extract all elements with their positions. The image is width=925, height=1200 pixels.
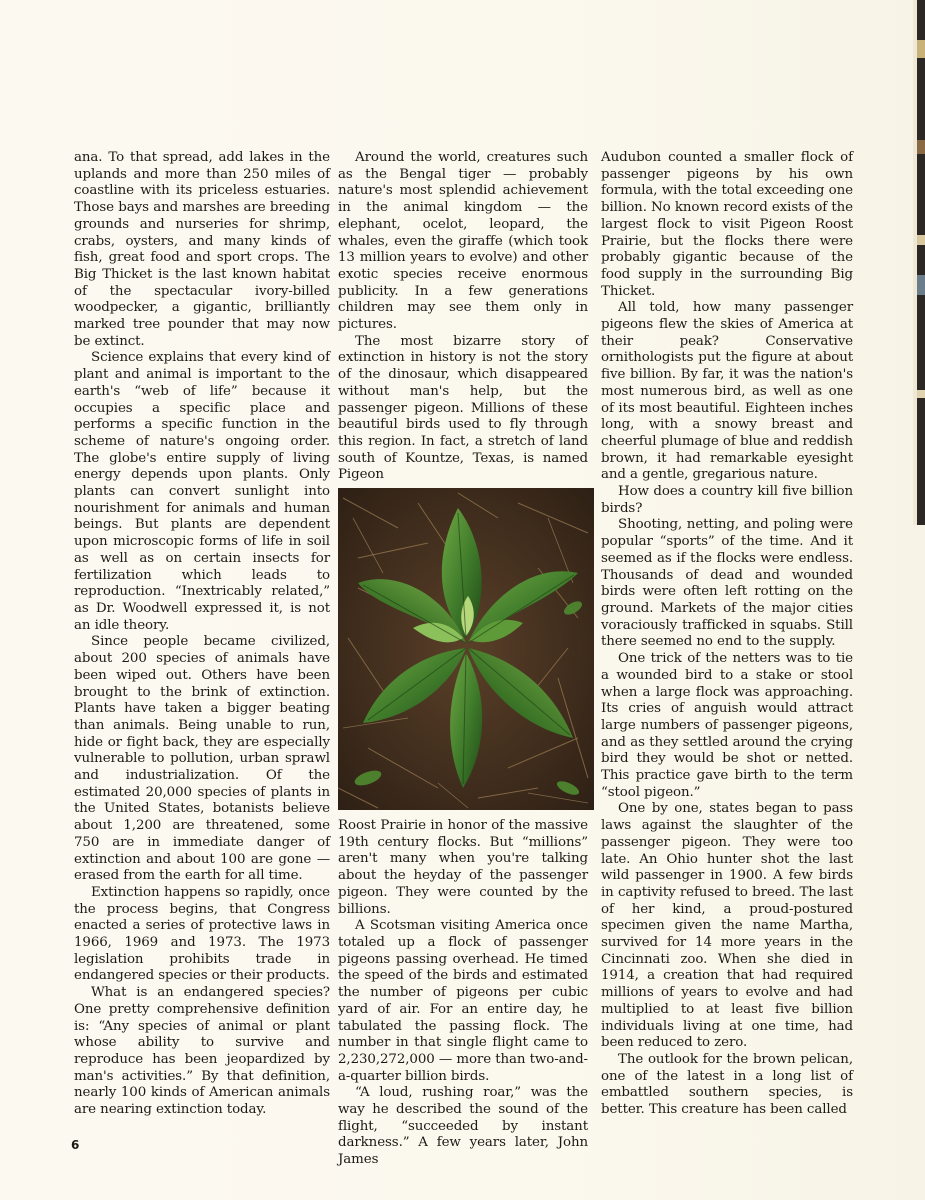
plant-photo <box>338 488 594 810</box>
paragraph: What is an endangered species? One pretty comprehensive definition is: “Any species of animal or plant whose ability to survive and reproduce has been jeopardized by man's activities.” By that definition, nearly 100 kinds of American animals are nearing extinction today. <box>74 985 330 1118</box>
paragraph: All told, how many passenger pigeons flew the skies of America at their peak? Conservative ornithologists put the figure at about five billion. By far, it was the nation's most numerous bird, as well as one of its most beautiful. Eighteen inches long, with a snowy breast and cheerful plumage of blue and reddish brown, it had remarkable eyesight and a gentle, gregarious nature. <box>601 300 853 483</box>
paragraph: Science explains that every kind of plant and animal is important to the earth's “web of life” because it occupies a specific place and performs a specific function in the scheme of nature's ongoing order. The globe's entire supply of living energy depends upon plants. Only plants can convert sunlight into nourishment for animals and human beings. But plants are dependent upon microscopic forms of life in soil as well as on certain insects for fertilization which leads to reproduction. “Inextricably related,” as Dr. Woodwell expressed it, is not an idle theory. <box>74 350 330 633</box>
paragraph: ana. To that spread, add lakes in the uplands and more than 250 miles of coastline with its priceless estuaries. Those bays and marshes are breeding grounds and nurseries for shrimp, crabs, oysters, and many kinds of fish, great food and sport crops. The Big Thicket is the last known habitat of the spectacular ivory-billed woodpecker, a gigantic, brilliantly marked tree pounder that may now be extinct. <box>74 150 330 349</box>
text-column-3 <box>601 150 853 1119</box>
paragraph: Roost Prairie in honor of the massive 19th century flocks. But “millions” aren't many when you're talking about the heyday of the passenger pigeon. They were counted by the billions. <box>338 818 588 917</box>
paragraph: How does a country kill five billion birds? <box>601 484 853 516</box>
page-number: 6 <box>71 1138 80 1152</box>
paragraph: Extinction happens so rapidly, once the process begins, that Congress enacted a series of protective laws in 1966, 1969 and 1973. The 1973 legislation prohibits trade in endangered species or their products. <box>74 884 330 984</box>
text-column-1 <box>74 150 330 1119</box>
text-column-2 <box>338 150 588 1169</box>
paragraph: The most bizarre story of extinction in history is not the story of the dinosaur, which disappeared without man's help, but the passenger pigeon. Millions of these beautiful birds used to fly through this region. In fact, a stretch of land south of Kountze, Texas, is named Pigeon <box>338 333 588 483</box>
paragraph: Around the world, creatures such as the Bengal tiger — probably nature's most splendid achievement in the animal kingdom — the elephant, ocelot, leopard, the whales, even the giraffe (which took 13 million years to evolve) and other exotic species receive enormous publicity. In a few generations children may see them only in pictures. <box>338 150 588 333</box>
paragraph: “A loud, rushing roar,” was the way he described the sound of the flight, “succeeded by instant darkness.” A few years later, John James <box>338 1085 588 1168</box>
paragraph: Shooting, netting, and poling were popular “sports” of the time. And it seemed as if the flocks were endless. Thousands of dead and wounded birds were often left rotting on the ground. Markets of the major cities voraciously trafficked in squabs. Still there seemed no end to the supply. <box>601 517 853 650</box>
binding-edge-strip <box>913 0 925 525</box>
paragraph: One by one, states began to pass laws against the slaughter of the passenger pigeon. They were too late. An Ohio hunter shot the last wild passenger in 1900. A few birds in captivity refused to breed. The last of her kind, a proud-postured specimen given the name Martha, survived for 14 more years in the Cincinnati zoo. When she died in 1914, a creation that had required millions of years to evolve and had multiplied to at least five billion individuals living at one time, had been reduced to zero. <box>601 801 853 1051</box>
paragraph: Audubon counted a smaller flock of passenger pigeons by his own formula, with the total exceeding one billion. No known record exists of the largest flock to visit Pigeon Roost Prairie, but the flocks there were probably gigantic because of the food supply in the surrounding Big Thicket. <box>601 150 853 299</box>
paragraph: A Scotsman visiting America once totaled up a flock of passenger pigeons passing overhead. He timed the speed of the birds and estimated the number of pigeons per cubic yard of air. For an entire day, he tabulated the passing flock. The number in that single flight came to 2,230,272,000 — more than two-and-a-quarter billion birds. <box>338 918 588 1084</box>
paragraph: Since people became civilized, about 200 species of animals have been wiped out. Others have been brought to the brink of extinction. Plants have taken a bigger beating than animals. Being unable to run, hide or fight back, they are especially vulnerable to pollution, urban sprawl and industrialization. Of the estimated 20,000 species of plants in the United States, botanists believe about 1,200 are threatened, some 750 are in immediate danger of extinction and about 100 are gone — erased from the earth for all time. <box>74 634 330 884</box>
paragraph: One trick of the netters was to tie a wounded bird to a stake or stool when a large flock was approaching. Its cries of anguish would attract large numbers of passenger pigeons, and as they settled around the crying bird they would be shot or netted. This practice gave birth to the term “stool pigeon.” <box>601 651 853 800</box>
paragraph: The outlook for the brown pelican, one of the latest in a long list of embattled southern species, is better. This creature has been called <box>601 1051 853 1118</box>
